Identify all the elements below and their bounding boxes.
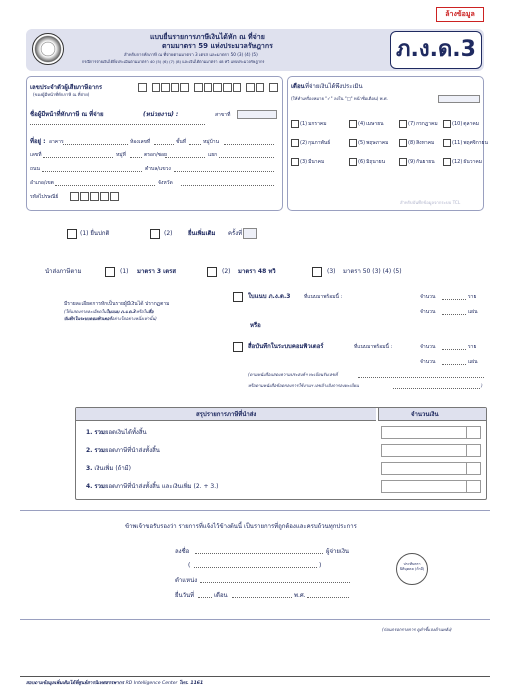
month-option[interactable]: [443, 120, 479, 128]
media-people-unit: ราย: [468, 344, 477, 350]
month-checkbox[interactable]: [291, 120, 299, 128]
amount-header: จำนวนเงิน: [411, 411, 439, 418]
tax-section-label: นำส่งภาษีตาม: [45, 268, 82, 275]
month-checkbox[interactable]: [443, 158, 451, 166]
month-checkbox[interactable]: [443, 139, 451, 147]
section-3-tres-number: (1): [120, 268, 129, 275]
attachment-people-unit: ราย: [468, 294, 477, 300]
month-option[interactable]: [443, 139, 488, 147]
month-option[interactable]: [349, 120, 384, 128]
month-option[interactable]: [443, 158, 482, 166]
district-label: อำเภอ/เขต: [30, 180, 54, 186]
section-50-checkbox[interactable]: [312, 267, 322, 277]
month-number: (9): [408, 158, 416, 165]
attachment-sheet-suffix: ที่แนบมาพร้อมนี้ :: [304, 294, 343, 300]
yaek-label: แยก: [208, 152, 218, 158]
tax-id-note: (ของผู้มีหน้าที่หักภาษี ณ ที่จ่าย): [33, 92, 90, 97]
additional-filing-checkbox[interactable]: [150, 229, 160, 239]
month-name: กรกฎาคม: [416, 120, 438, 127]
clear-data-button[interactable]: ล้างข้อมูล: [436, 7, 484, 22]
month-number: (12): [452, 158, 463, 165]
month-name: กุมภาพันธ์: [308, 139, 331, 146]
attachment-media-checkbox[interactable]: [233, 342, 243, 352]
summary-row-label: 4. รวมยอดภาษีที่นำส่งทั้งสิ้น และเงินเพิ่ม (2. + 3.): [86, 483, 219, 490]
month-name: ธันวาคม: [463, 158, 482, 165]
postcode-label: รหัสไปรษณีย์: [30, 194, 59, 200]
payer-name-note: (หน่วยงาน) :: [143, 111, 179, 118]
additional-filing-count-label: ครั้งที่: [228, 230, 243, 237]
number-label: เลขที่: [30, 152, 42, 158]
section-3-tres-checkbox[interactable]: [105, 267, 115, 277]
attachment-sheet-label: ใบแนบ ภ.ง.ด.3: [248, 293, 291, 300]
month-number: (8): [408, 139, 416, 146]
district-input[interactable]: [55, 180, 155, 186]
month-checkbox[interactable]: [443, 120, 451, 128]
room-input[interactable]: [154, 139, 174, 145]
attachment-instruction-b: บันทึกในระบบคอมพิวเตอร์อย่างใดอย่างหนึ่งเท่านั้น): [64, 316, 157, 321]
month-option[interactable]: [399, 139, 434, 147]
or-label: หรือ: [250, 322, 261, 329]
attachment-sheets-count-label: จำนวน: [420, 309, 436, 315]
attachment-people-count-label: จำนวน: [420, 294, 436, 300]
normal-filing-label: (1) ยื่นปกติ: [80, 230, 110, 237]
month-number: (10): [452, 120, 463, 127]
form-title-line1: แบบยื่นรายการภาษีเงินได้หัก ณ ที่จ่าย: [150, 33, 265, 41]
media-people-count-input[interactable]: [442, 344, 466, 350]
branch-label: สาขาที่: [215, 112, 231, 118]
position-label: ตำแหน่ง: [175, 577, 198, 584]
tax-id-label: เลขประจำตัวผู้เสียภาษีอากร: [30, 84, 103, 91]
moo-input[interactable]: [130, 152, 142, 158]
month-checkbox[interactable]: [349, 158, 357, 166]
month-number: (4): [358, 120, 366, 127]
media-reference-number-input[interactable]: [393, 383, 480, 389]
month-label: เดือน: [291, 83, 305, 90]
form-title-line2: ตามมาตรา 59 แห่งประมวลรัษฎากร: [162, 42, 273, 50]
attachment-sheets-unit: แผ่น: [468, 309, 478, 315]
month-name: กันยายน: [416, 158, 435, 165]
month-option[interactable]: [349, 158, 385, 166]
summary-amount-input[interactable]: [381, 462, 481, 475]
branch-input[interactable]: [237, 110, 277, 119]
soi-input[interactable]: [165, 152, 205, 158]
payer-name-input[interactable]: [30, 119, 205, 125]
month-checkbox[interactable]: [349, 120, 357, 128]
section-3-tres-label: มาตรา 3 เตรส: [137, 268, 176, 275]
summary-header: สรุปรายการภาษีที่นำส่ง: [196, 411, 257, 418]
month-instruction: (ให้ทำเครื่องหมาย "✓" ลงใน "□" หน้าชื่อเดือน) พ.ศ.: [291, 96, 388, 101]
postcode-input[interactable]: [70, 192, 119, 201]
month-checkbox[interactable]: [291, 139, 299, 147]
summary-amount-input[interactable]: [381, 426, 481, 439]
month-name: สิงหาคม: [416, 139, 435, 146]
signature-input[interactable]: [195, 548, 323, 554]
section-50-label: มาตรา 50 (3) (4) (5): [343, 268, 402, 275]
filing-year-label: พ.ศ.: [294, 592, 306, 599]
media-note-close-paren: ): [481, 383, 483, 388]
month-option[interactable]: [399, 120, 438, 128]
signature-label: ลงชื่อ: [175, 548, 190, 555]
company-stamp-text: ประทับตรา นิติบุคคล (ถ้ามี): [399, 562, 425, 571]
footer-divider: [20, 676, 490, 677]
attachment-instruction-a: (ให้แสดงรายละเอียดในใบแนบ ภ.ง.ด.3หรือในสื่อ: [64, 309, 154, 314]
additional-filing-label: ยื่นเพิ่มเติม: [188, 230, 216, 237]
number-input[interactable]: [43, 152, 113, 158]
tax-year-input[interactable]: [438, 95, 480, 103]
attachment-intro: มีรายละเอียดการหักเป็นรายผู้มีเงินได้ ปรากฏตาม: [64, 301, 170, 307]
attachment-sheets-count-input[interactable]: [442, 309, 466, 315]
media-registration-number-input[interactable]: [358, 372, 484, 378]
building-label: อาคาร: [49, 139, 64, 145]
month-label-rest: ที่จ่ายเงินได้พึงประเมิน: [305, 83, 363, 90]
road-label: ถนน: [30, 166, 40, 172]
village-label: หมู่บ้าน: [203, 139, 219, 145]
tax-id-input[interactable]: [138, 83, 278, 93]
filing-date-label: ยื่นวันที่: [175, 592, 195, 599]
declaration-text: ข้าพเจ้าขอรับรองว่า รายการที่แจ้งไว้ข้างต้นนี้ เป็นรายการที่ถูกต้องและครบถ้วนทุกประการ: [125, 523, 357, 530]
address-label: ที่อยู่ :: [30, 138, 46, 145]
filing-month-input[interactable]: [232, 592, 292, 598]
month-option[interactable]: [291, 158, 324, 166]
month-checkbox[interactable]: [399, 139, 407, 147]
summary-amount-input[interactable]: [381, 480, 481, 493]
month-number: (2): [300, 139, 308, 146]
filing-day-input[interactable]: [198, 592, 212, 598]
month-option[interactable]: [399, 158, 435, 166]
media-note-line2: หรือตามหนังสือข้อตกลงการใช้งานฯ เลขอ้างอิงการลงทะเบียน: [248, 383, 359, 388]
month-name: พฤษภาคม: [366, 139, 389, 146]
position-input[interactable]: [200, 577, 350, 583]
section-48-tawi-label: มาตรา 48 ทวิ: [238, 268, 276, 275]
soi-label: ตรอก/ซอย: [144, 152, 167, 158]
form-subtitle-line1: สำหรับการหักภาษี ณ ที่จ่ายตามมาตรา 3 เตรส และมาตรา 50 (3) (4) (5): [124, 52, 258, 57]
month-name: ตุลาคม: [463, 120, 480, 127]
month-number: (6): [358, 158, 366, 165]
village-input[interactable]: [224, 139, 274, 145]
additional-filing-count-input[interactable]: [243, 228, 257, 239]
month-number: (11): [452, 139, 463, 146]
month-checkbox[interactable]: [349, 139, 357, 147]
name-open-paren: (: [188, 562, 191, 569]
subdistrict-label: ตำบล/แขวง: [145, 166, 171, 172]
section-48-tawi-checkbox[interactable]: [207, 267, 217, 277]
section-48-tawi-number: (2): [222, 268, 231, 275]
attachment-media-suffix: ที่แนบมาพร้อมนี้ :: [354, 344, 393, 350]
floor-label: ชั้นที่: [176, 139, 187, 145]
month-number: (1): [300, 120, 308, 127]
signer-name-input[interactable]: [194, 562, 317, 568]
summary-row-label: 3. เงินเพิ่ม (ถ้ามี): [86, 465, 131, 472]
month-name: มีนาคม: [308, 158, 325, 165]
summary-amount-input[interactable]: [381, 444, 481, 457]
yaek-input[interactable]: [219, 152, 274, 158]
normal-filing-checkbox[interactable]: [67, 229, 77, 239]
month-number: (3): [300, 158, 308, 165]
media-people-count-label: จำนวน: [420, 344, 436, 350]
month-name: เมษายน: [366, 120, 384, 127]
building-input[interactable]: [63, 139, 128, 145]
month-name: มกราคม: [308, 120, 327, 127]
month-option[interactable]: [291, 120, 327, 128]
month-option[interactable]: [291, 139, 330, 147]
section-50-number: (3): [327, 268, 336, 275]
moo-label: หมู่ที่: [116, 152, 126, 158]
media-sheets-count-input[interactable]: [442, 359, 466, 365]
payer-name-label: ชื่อผู้มีหน้าที่หักภาษี ณ ที่จ่าย: [30, 111, 104, 118]
filing-month-label: เดือน: [214, 592, 228, 599]
province-label: จังหวัด: [158, 180, 173, 186]
month-checkbox[interactable]: [291, 158, 299, 166]
footer-text: สอบถามข้อมูลเพิ่มเติมได้ที่ศูนย์สารนิเทศสรรพากร RD Intelligence Center โทร. 1161: [26, 681, 204, 686]
month-number: (5): [358, 139, 366, 146]
month-name: มิถุนายน: [366, 158, 385, 165]
attachment-sheet-checkbox[interactable]: [233, 292, 243, 302]
month-checkbox-grid: [291, 120, 488, 168]
additional-filing-number: (2): [164, 230, 173, 237]
instructions-note: (ก่อนกรอกรายการ ดูคำชี้แจงด้านหลัง): [382, 627, 452, 632]
officer-note: สำหรับบันทึกข้อมูลจากระบบ TCL: [400, 200, 461, 205]
media-sheets-unit: แผ่น: [468, 359, 478, 365]
road-input[interactable]: [42, 166, 142, 172]
attachment-people-count-input[interactable]: [442, 294, 466, 300]
month-option[interactable]: [349, 139, 388, 147]
payer-label: ผู้จ่ายเงิน: [326, 548, 349, 555]
form-subtitle-line2: กรณีการจ่ายเงินได้พึงประเมินตามมาตรา 40 (5) (6) (7) (8) และเงินได้ตามมาตรา 48 ทวิ แห่งประมวลรัษฎากร: [82, 59, 265, 64]
month-number: (7): [408, 120, 416, 127]
room-label: ห้องเลขที่: [130, 139, 151, 145]
name-close-paren: ): [319, 562, 322, 569]
attachment-media-label: สื่อบันทึกในระบบคอมพิวเตอร์: [248, 343, 324, 350]
summary-row-label: 2. รวมยอดภาษีที่นำส่งทั้งสิ้น: [86, 447, 160, 454]
subdistrict-input[interactable]: [174, 166, 274, 172]
form-code: ภ.ง.ด.3: [390, 31, 482, 69]
summary-row-label: 1. รวมยอดเงินได้ทั้งสิ้น: [86, 429, 147, 436]
media-note-line1: (ตามหนังสือแสดงความประสงค์ฯ ทะเบียนรับเลขที่: [248, 372, 338, 377]
month-checkbox[interactable]: [399, 158, 407, 166]
month-name: พฤศจิกายน: [463, 139, 488, 146]
media-sheets-count-label: จำนวน: [420, 359, 436, 365]
floor-input[interactable]: [189, 139, 201, 145]
month-checkbox[interactable]: [399, 120, 407, 128]
province-input[interactable]: [181, 180, 274, 186]
revenue-department-seal-icon: [32, 33, 64, 65]
filing-year-input[interactable]: [307, 592, 349, 598]
